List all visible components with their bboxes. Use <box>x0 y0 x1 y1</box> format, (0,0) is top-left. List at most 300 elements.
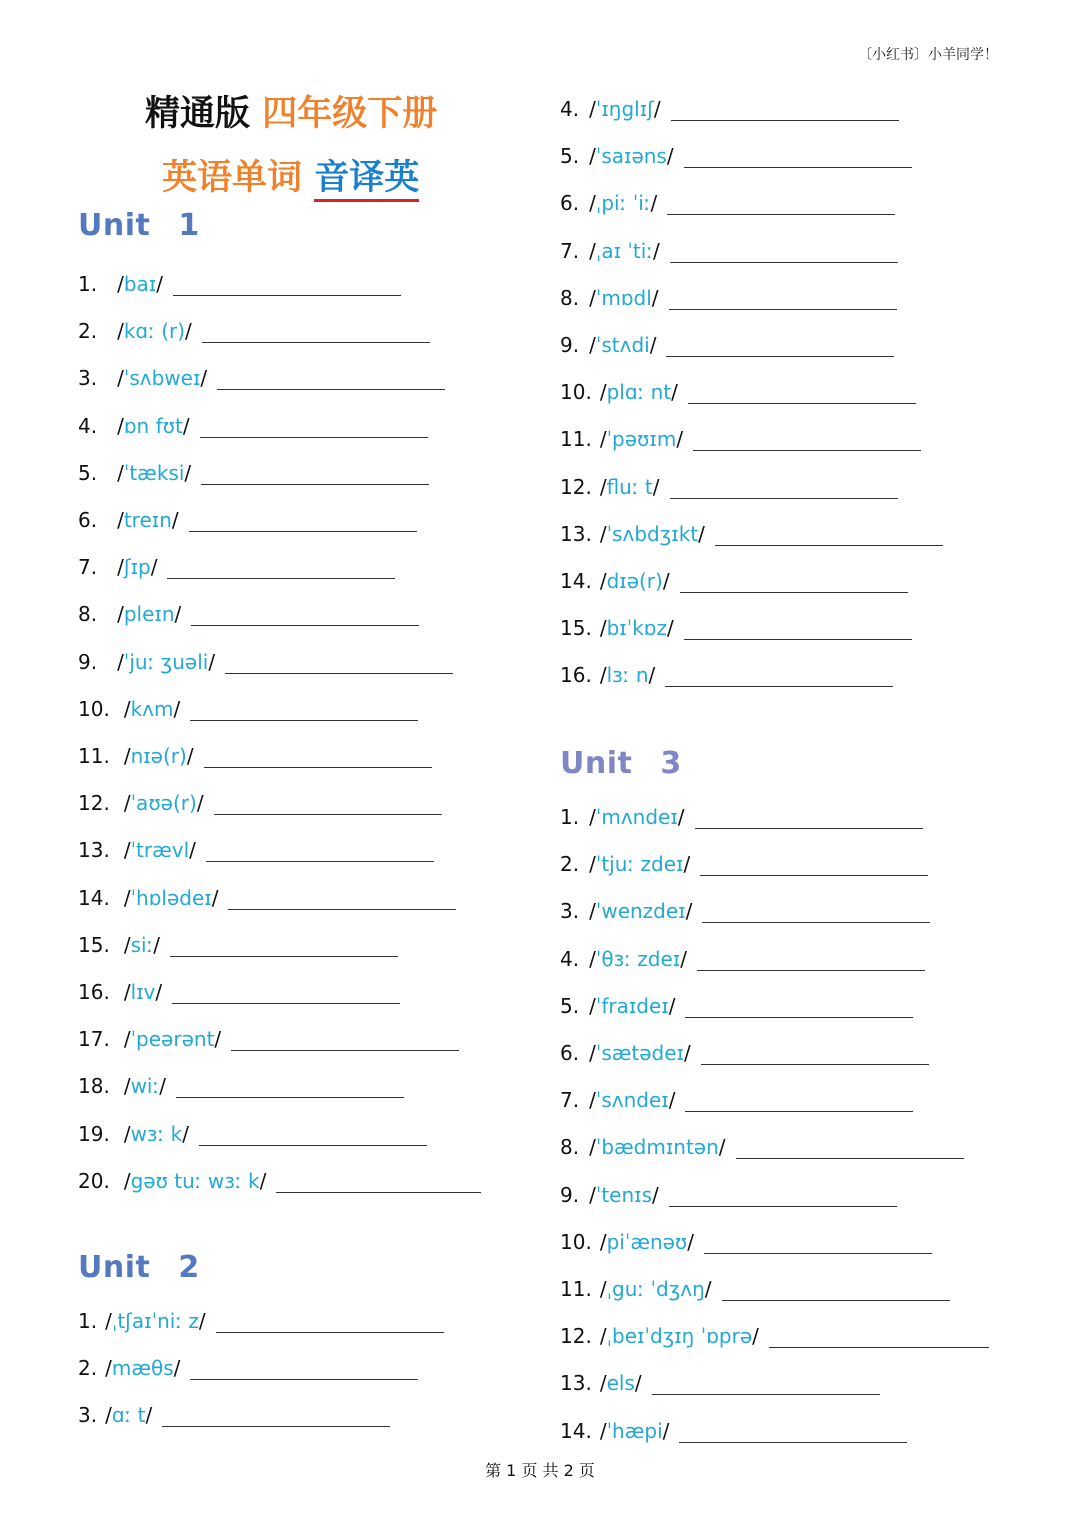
slash-close: / <box>185 319 192 343</box>
page-title-line2 <box>162 150 419 200</box>
phonetic-text: dɪə(r) <box>606 569 663 593</box>
item-number: 9. <box>78 650 98 674</box>
phonetic-text: nɪə(r) <box>130 744 187 768</box>
vocab-item <box>560 846 928 876</box>
vocab-item <box>78 1116 427 1146</box>
slash-open: / <box>589 852 596 876</box>
slash-open: / <box>589 333 596 357</box>
slash-open: / <box>589 97 596 121</box>
slash-close: / <box>156 272 163 296</box>
answer-blank[interactable] <box>669 291 897 310</box>
phonetic-text: ˈhæpi <box>606 1419 663 1443</box>
answer-blank[interactable] <box>679 1424 907 1443</box>
vocab-item <box>78 549 395 579</box>
slash-close: / <box>200 366 208 390</box>
vocab-item <box>78 785 442 815</box>
slash-close: / <box>652 1183 659 1207</box>
vocab-item <box>560 91 899 121</box>
item-number: 18. <box>78 1074 110 1098</box>
slash-open: / <box>589 239 596 263</box>
vocab-item <box>560 233 898 263</box>
slash-close: / <box>634 1371 642 1395</box>
phonetic-text: ˈhɒlədeɪ <box>130 886 212 910</box>
vocab-item <box>560 610 912 640</box>
phonetic-text: gəʊ tuː wɜː k <box>130 1169 260 1193</box>
phonetic-text: fluː t <box>606 475 653 499</box>
item-number: 13. <box>560 1371 592 1395</box>
vocab-item <box>78 360 445 390</box>
slash-close: / <box>653 97 661 121</box>
phonetic-text: ˈsʌbweɪ <box>123 366 201 390</box>
vocab-item <box>560 138 912 168</box>
slash-close: / <box>662 569 670 593</box>
answer-blank[interactable] <box>665 668 893 687</box>
phonetic-text: wɜː k <box>130 1122 183 1146</box>
slash-open: / <box>105 1356 112 1380</box>
item-number: 6. <box>560 191 580 215</box>
phonetic-text: ˈpəʊɪm <box>606 427 677 451</box>
item-number: 11. <box>560 1277 592 1301</box>
answer-blank[interactable] <box>671 102 899 121</box>
vocab-item <box>78 266 401 296</box>
slash-close: / <box>211 886 219 910</box>
answer-blank[interactable] <box>685 1093 913 1112</box>
answer-blank[interactable] <box>190 702 418 721</box>
slash-open: / <box>599 1324 607 1348</box>
item-number: 2. <box>560 852 580 876</box>
slash-open: / <box>117 319 124 343</box>
slash-close: / <box>159 1074 166 1098</box>
answer-blank[interactable] <box>206 843 434 862</box>
phonetic-text: ˈtæksi <box>123 461 185 485</box>
slash-close: / <box>214 1027 222 1051</box>
answer-blank[interactable] <box>704 1235 932 1254</box>
answer-blank[interactable] <box>670 480 898 499</box>
slash-open: / <box>117 461 124 485</box>
phonetic-text: ˈmʌndeɪ <box>595 805 678 829</box>
item-number: 3. <box>78 1403 98 1427</box>
unit-number: 2 <box>178 1250 200 1285</box>
slash-close: / <box>662 1419 670 1443</box>
phonetic-text: ˈwenzdeɪ <box>595 899 686 923</box>
slash-close: / <box>171 508 179 532</box>
answer-blank[interactable] <box>688 385 916 404</box>
item-number: 5. <box>78 461 98 485</box>
slash-close: / <box>174 602 182 626</box>
vocab-item <box>78 974 400 1004</box>
answer-blank[interactable] <box>200 419 428 438</box>
item-number: 8. <box>560 286 580 310</box>
phonetic-text: ˈfraɪdeɪ <box>595 994 669 1018</box>
slash-open: / <box>123 933 131 957</box>
slash-open: / <box>123 838 131 862</box>
vocab-item <box>78 1303 444 1333</box>
slash-close: / <box>186 744 194 768</box>
slash-open: / <box>123 1169 131 1193</box>
answer-blank[interactable] <box>204 749 432 768</box>
item-number: 4. <box>560 947 580 971</box>
slash-close: / <box>150 555 158 579</box>
answer-blank[interactable] <box>190 1361 418 1380</box>
slash-close: / <box>683 852 691 876</box>
slash-close: / <box>173 1356 181 1380</box>
answer-blank[interactable] <box>666 338 894 357</box>
vocab-item <box>78 644 453 674</box>
phonetic-text: kʌm <box>130 697 174 721</box>
slash-close: / <box>198 1309 206 1333</box>
unit-label: Unit <box>560 746 633 781</box>
phonetic-text: baɪ <box>123 272 157 296</box>
answer-blank[interactable] <box>722 1282 950 1301</box>
slash-close: / <box>687 1230 695 1254</box>
slash-open: / <box>589 1088 596 1112</box>
vocab-item <box>78 455 429 485</box>
answer-blank[interactable] <box>199 1127 427 1146</box>
slash-close: / <box>677 805 685 829</box>
slash-open: / <box>589 1041 596 1065</box>
phonetic-text: els <box>606 1371 635 1395</box>
phonetic-text: ʃɪp <box>123 555 151 579</box>
answer-blank[interactable] <box>701 1046 929 1065</box>
phonetic-text: ˈsaɪəns <box>595 144 667 168</box>
item-number: 15. <box>560 616 592 640</box>
slash-close: / <box>680 947 687 971</box>
answer-blank[interactable] <box>231 1032 459 1051</box>
slash-open: / <box>599 475 607 499</box>
slash-open: / <box>589 144 596 168</box>
unit-1-heading <box>78 208 200 243</box>
vocab-item <box>78 1068 404 1098</box>
slash-close: / <box>259 1169 267 1193</box>
slash-open: / <box>123 1122 131 1146</box>
slash-close: / <box>208 650 216 674</box>
slash-open: / <box>599 380 607 404</box>
unit-3-heading <box>560 746 682 781</box>
answer-blank[interactable] <box>702 904 930 923</box>
phonetic-text: kɑː (r) <box>123 319 186 343</box>
vocab-item <box>560 799 923 829</box>
item-number: 19. <box>78 1122 110 1146</box>
slash-close: / <box>145 1403 153 1427</box>
phonetic-text: ˌtʃaɪˈniː z <box>111 1309 199 1333</box>
page-title-line1 <box>145 86 437 136</box>
item-number: 14. <box>560 569 592 593</box>
vocab-item <box>560 1177 897 1207</box>
item-number: 1. <box>78 272 98 296</box>
vocab-item <box>560 563 908 593</box>
phonetic-text: ˈbædmɪntən <box>595 1135 719 1159</box>
item-number: 20. <box>78 1169 110 1193</box>
slash-close: / <box>752 1324 759 1348</box>
slash-close: / <box>196 791 204 815</box>
item-number: 13. <box>78 838 110 862</box>
answer-blank[interactable] <box>228 891 456 910</box>
item-number: 10. <box>560 380 592 404</box>
vocab-item <box>78 1350 418 1380</box>
item-number: 5. <box>560 994 580 1018</box>
slash-close: / <box>652 475 660 499</box>
vocab-item <box>78 502 417 532</box>
slash-close: / <box>173 697 181 721</box>
slash-close: / <box>668 1088 676 1112</box>
phonetic-text: ˌpiː ˈiː <box>595 191 651 215</box>
slash-close: / <box>182 414 190 438</box>
vocab-item <box>78 408 428 438</box>
item-number: 8. <box>78 602 98 626</box>
item-number: 5. <box>560 144 580 168</box>
item-number: 7. <box>560 239 580 263</box>
phonetic-text: piˈænəʊ <box>606 1230 688 1254</box>
phonetic-text: wiː <box>130 1074 160 1098</box>
answer-blank[interactable] <box>685 999 913 1018</box>
vocab-item <box>560 893 930 923</box>
item-number: 11. <box>560 427 592 451</box>
title-subject: 英语单词 <box>162 158 303 198</box>
phonetic-text: ˈtrævl <box>130 838 190 862</box>
slash-close: / <box>653 239 660 263</box>
answer-blank[interactable] <box>176 1079 404 1098</box>
item-number: 9. <box>560 1183 580 1207</box>
slash-open: / <box>599 427 607 451</box>
answer-blank[interactable] <box>700 857 928 876</box>
item-number: 10. <box>78 697 110 721</box>
slash-close: / <box>704 1277 712 1301</box>
vocab-item <box>560 1271 950 1301</box>
vocab-item <box>78 738 432 768</box>
phonetic-text: pleɪn <box>123 602 175 626</box>
answer-blank[interactable] <box>214 796 442 815</box>
phonetic-text: lɜː n <box>606 663 649 687</box>
item-number: 4. <box>78 414 98 438</box>
item-number: 15. <box>78 933 110 957</box>
vocab-item <box>560 280 897 310</box>
vocab-item <box>560 421 921 451</box>
item-number: 1. <box>560 805 580 829</box>
answer-blank[interactable] <box>695 810 923 829</box>
slash-close: / <box>683 1041 691 1065</box>
item-number: 7. <box>560 1088 580 1112</box>
slash-open: / <box>589 1183 596 1207</box>
vocab-item <box>560 988 913 1018</box>
slash-close: / <box>189 838 196 862</box>
phonetic-text: bɪˈkɒz <box>606 616 667 640</box>
phonetic-text: ˈaʊə(r) <box>130 791 197 815</box>
phonetic-text: ˈmɒdl <box>595 286 652 310</box>
answer-blank[interactable] <box>736 1140 964 1159</box>
slash-close: / <box>671 380 678 404</box>
vocab-item <box>560 1365 880 1395</box>
slash-close: / <box>649 333 657 357</box>
phonetic-text: mæθs <box>111 1356 174 1380</box>
watermark-text: 〔小红书〕小羊同学！ <box>858 47 998 63</box>
slash-open: / <box>117 272 124 296</box>
vocab-item <box>78 1163 481 1193</box>
slash-open: / <box>599 569 607 593</box>
slash-close: / <box>182 1122 189 1146</box>
slash-open: / <box>117 650 124 674</box>
phonetic-text: ˈpeərənt <box>130 1027 215 1051</box>
answer-blank[interactable] <box>684 149 912 168</box>
item-number: 3. <box>78 366 98 390</box>
item-number: 10. <box>560 1230 592 1254</box>
slash-open: / <box>117 555 124 579</box>
vocab-item <box>560 327 894 357</box>
vocab-item <box>78 832 434 862</box>
item-number: 2. <box>78 1356 98 1380</box>
slash-open: / <box>589 1135 596 1159</box>
unit-number: 3 <box>660 746 682 781</box>
unit-label: Unit <box>78 208 151 243</box>
slash-close: / <box>153 933 161 957</box>
answer-blank[interactable] <box>191 607 419 626</box>
answer-blank[interactable] <box>670 244 898 263</box>
slash-open: / <box>599 1419 607 1443</box>
item-number: 16. <box>78 980 110 1004</box>
slash-open: / <box>599 616 607 640</box>
vocab-item <box>560 1129 964 1159</box>
answer-blank[interactable] <box>669 1188 897 1207</box>
slash-open: / <box>117 602 124 626</box>
item-number: 17. <box>78 1027 110 1051</box>
item-number: 12. <box>78 791 110 815</box>
slash-open: / <box>599 522 607 546</box>
phonetic-text: ˈtenɪs <box>595 1183 653 1207</box>
answer-blank[interactable] <box>172 985 400 1004</box>
phonetic-text: plɑː nt <box>606 380 672 404</box>
phonetic-text: ɑː t <box>111 1403 146 1427</box>
item-number: 9. <box>560 333 580 357</box>
answer-blank[interactable] <box>684 621 912 640</box>
slash-open: / <box>589 191 596 215</box>
answer-blank[interactable] <box>170 938 398 957</box>
phonetic-text: ˈstʌdi <box>595 333 650 357</box>
phonetic-text: lɪv <box>130 980 156 1004</box>
slash-open: / <box>599 1277 607 1301</box>
vocab-item <box>560 374 916 404</box>
answer-blank[interactable] <box>697 952 925 971</box>
slash-open: / <box>599 1230 607 1254</box>
slash-open: / <box>123 1074 131 1098</box>
item-number: 8. <box>560 1135 580 1159</box>
phonetic-text: siː <box>130 933 154 957</box>
phonetic-text: ˈsætədeɪ <box>595 1041 684 1065</box>
slash-close: / <box>676 427 684 451</box>
slash-close: / <box>648 663 656 687</box>
slash-open: / <box>123 791 131 815</box>
phonetic-text: ˈjuː ʒuəli <box>123 650 209 674</box>
slash-open: / <box>105 1403 112 1427</box>
slash-close: / <box>651 286 659 310</box>
answer-blank[interactable] <box>173 277 401 296</box>
vocab-item <box>560 1082 913 1112</box>
answer-blank[interactable] <box>276 1174 481 1193</box>
answer-blank[interactable] <box>225 655 453 674</box>
slash-open: / <box>123 980 131 1004</box>
phonetic-text: ɒn fʊt <box>123 414 183 438</box>
answer-blank[interactable] <box>167 560 395 579</box>
slash-open: / <box>123 744 131 768</box>
vocab-item <box>78 691 418 721</box>
phonetic-text: ˈθɜː zdeɪ <box>595 947 681 971</box>
item-number: 3. <box>560 899 580 923</box>
answer-blank[interactable] <box>216 1314 444 1333</box>
vocab-item <box>560 1318 989 1348</box>
slash-close: / <box>184 461 192 485</box>
phonetic-text: ˌbeɪˈdʒɪŋ ˈɒprə <box>606 1324 753 1348</box>
slash-close: / <box>668 994 676 1018</box>
answer-blank[interactable] <box>667 196 895 215</box>
title-grade: 四年级下册 <box>262 94 438 134</box>
slash-close: / <box>718 1135 726 1159</box>
answer-blank[interactable] <box>769 1329 989 1348</box>
unit-number: 1 <box>178 208 200 243</box>
item-number: 14. <box>560 1419 592 1443</box>
item-number: 13. <box>560 522 592 546</box>
answer-blank[interactable] <box>715 527 943 546</box>
answer-blank[interactable] <box>202 324 430 343</box>
slash-open: / <box>599 1371 607 1395</box>
phonetic-text: ˈtjuː zdeɪ <box>595 852 684 876</box>
slash-close: / <box>685 899 693 923</box>
vocab-item <box>560 516 943 546</box>
answer-blank[interactable] <box>162 1408 390 1427</box>
slash-close: / <box>155 980 163 1004</box>
slash-open: / <box>589 286 596 310</box>
answer-blank[interactable] <box>693 432 921 451</box>
item-number: 11. <box>78 744 110 768</box>
item-number: 1. <box>78 1309 98 1333</box>
vocab-item <box>78 596 419 626</box>
answer-blank[interactable] <box>217 371 445 390</box>
slash-close: / <box>666 144 674 168</box>
answer-blank[interactable] <box>680 574 908 593</box>
slash-open: / <box>589 805 596 829</box>
item-number: 12. <box>560 475 592 499</box>
phonetic-text: treɪn <box>123 508 172 532</box>
answer-blank[interactable] <box>201 466 429 485</box>
title-edition: 精通版 <box>145 94 251 134</box>
slash-open: / <box>105 1309 112 1333</box>
slash-open: / <box>123 1027 131 1051</box>
slash-open: / <box>117 508 124 532</box>
vocab-item <box>78 1021 459 1051</box>
item-number: 6. <box>560 1041 580 1065</box>
item-number: 7. <box>78 555 98 579</box>
slash-open: / <box>589 994 596 1018</box>
vocab-item <box>560 1035 929 1065</box>
answer-blank[interactable] <box>189 513 417 532</box>
vocab-item <box>560 657 893 687</box>
slash-close: / <box>650 191 658 215</box>
item-number: 14. <box>78 886 110 910</box>
item-number: 2. <box>78 319 98 343</box>
unit-2-heading <box>78 1250 200 1285</box>
vocab-item <box>560 469 898 499</box>
vocab-item <box>78 1397 390 1427</box>
answer-blank[interactable] <box>652 1376 880 1395</box>
phonetic-text: ˌguː ˈdʒʌŋ <box>606 1277 705 1301</box>
item-number: 6. <box>78 508 98 532</box>
vocab-item <box>78 927 398 957</box>
unit-label: Unit <box>78 1250 151 1285</box>
item-number: 12. <box>560 1324 592 1348</box>
vocab-item <box>560 1413 907 1443</box>
vocab-item <box>560 1224 932 1254</box>
slash-open: / <box>123 886 131 910</box>
title-mode: 音译英 <box>314 158 419 202</box>
slash-open: / <box>123 697 131 721</box>
item-number: 16. <box>560 663 592 687</box>
